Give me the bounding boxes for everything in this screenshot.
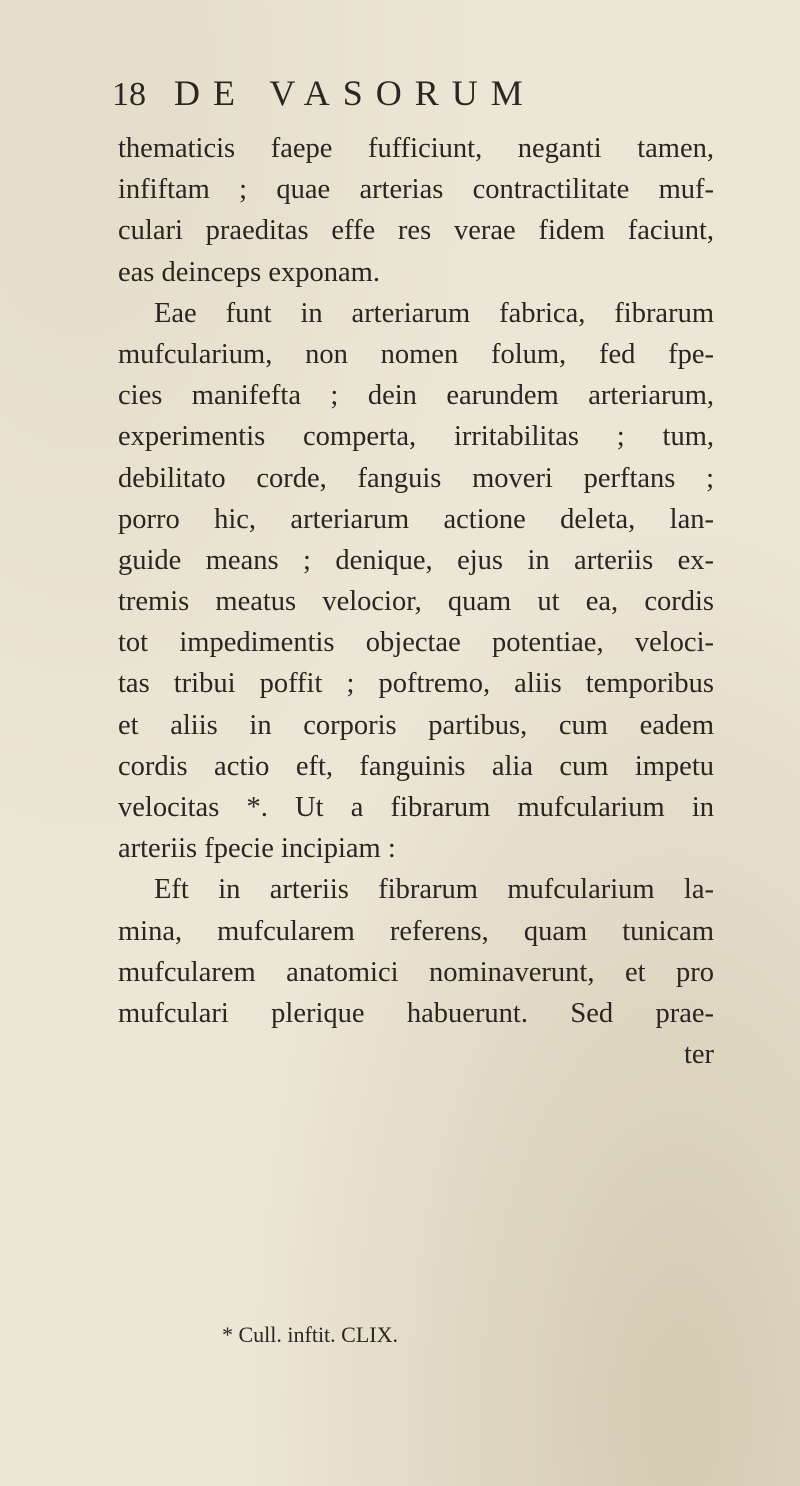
body-text bbox=[118, 128, 714, 1075]
page-number: 18 bbox=[112, 76, 146, 113]
running-title: DE VASORUM bbox=[174, 73, 536, 113]
text-line: thematicis faepe fufficiunt, neganti tamen, bbox=[118, 133, 714, 164]
text-line: tot impedimentis objectae potentiae, veloci- bbox=[118, 627, 714, 659]
text-line: mina, mufcularem referens, quam tunicam bbox=[118, 915, 714, 947]
text-line: porro hic, arteriarum actione deleta, lan- bbox=[118, 503, 714, 535]
text-line: cordis actio eft, fanguinis alia cum impetu bbox=[118, 750, 714, 782]
catchword: ter bbox=[683, 1039, 714, 1071]
text-line: mufculari plerique habuerunt. Sed prae- bbox=[118, 997, 714, 1029]
text-line: Eae funt in arteriarum fabrica, fibrarum bbox=[154, 297, 714, 329]
text-line: mufcularium, non nomen folum, fed fpe- bbox=[118, 338, 714, 370]
text-line: eas deinceps exponam. bbox=[118, 256, 380, 288]
footnote: * Cull. inftit. CLIX. bbox=[222, 1322, 398, 1347]
running-head bbox=[112, 72, 712, 122]
text-line: guide means ; denique, ejus in arteriis ex- bbox=[118, 544, 714, 576]
text-line: tremis meatus velocior, quam ut ea, cordis bbox=[118, 586, 714, 618]
text-line: mufcularem anatomici nominaverunt, et pro bbox=[118, 956, 714, 988]
text-line: arteriis fpecie incipiam : bbox=[118, 833, 396, 865]
text-line: culari praeditas effe res verae fidem faciunt, bbox=[118, 215, 714, 247]
text-line: debilitato corde, fanguis moveri perftans ; bbox=[118, 462, 714, 494]
text-line: velocitas *. Ut a fibrarum mufcularium in bbox=[118, 792, 714, 823]
text-line: Eft in arteriis fibrarum mufcularium la- bbox=[154, 874, 714, 906]
text-line: experimentis comperta, irritabilitas ; tum, bbox=[118, 421, 714, 453]
text-line: infiftam ; quae arterias contractilitate muf- bbox=[118, 174, 714, 206]
text-line: cies manifefta ; dein earundem arteriarum, bbox=[118, 380, 714, 412]
text-line: et aliis in corporis partibus, cum eadem bbox=[118, 709, 714, 741]
text-line: tas tribui poffit ; poftremo, aliis temporibus bbox=[118, 668, 714, 700]
